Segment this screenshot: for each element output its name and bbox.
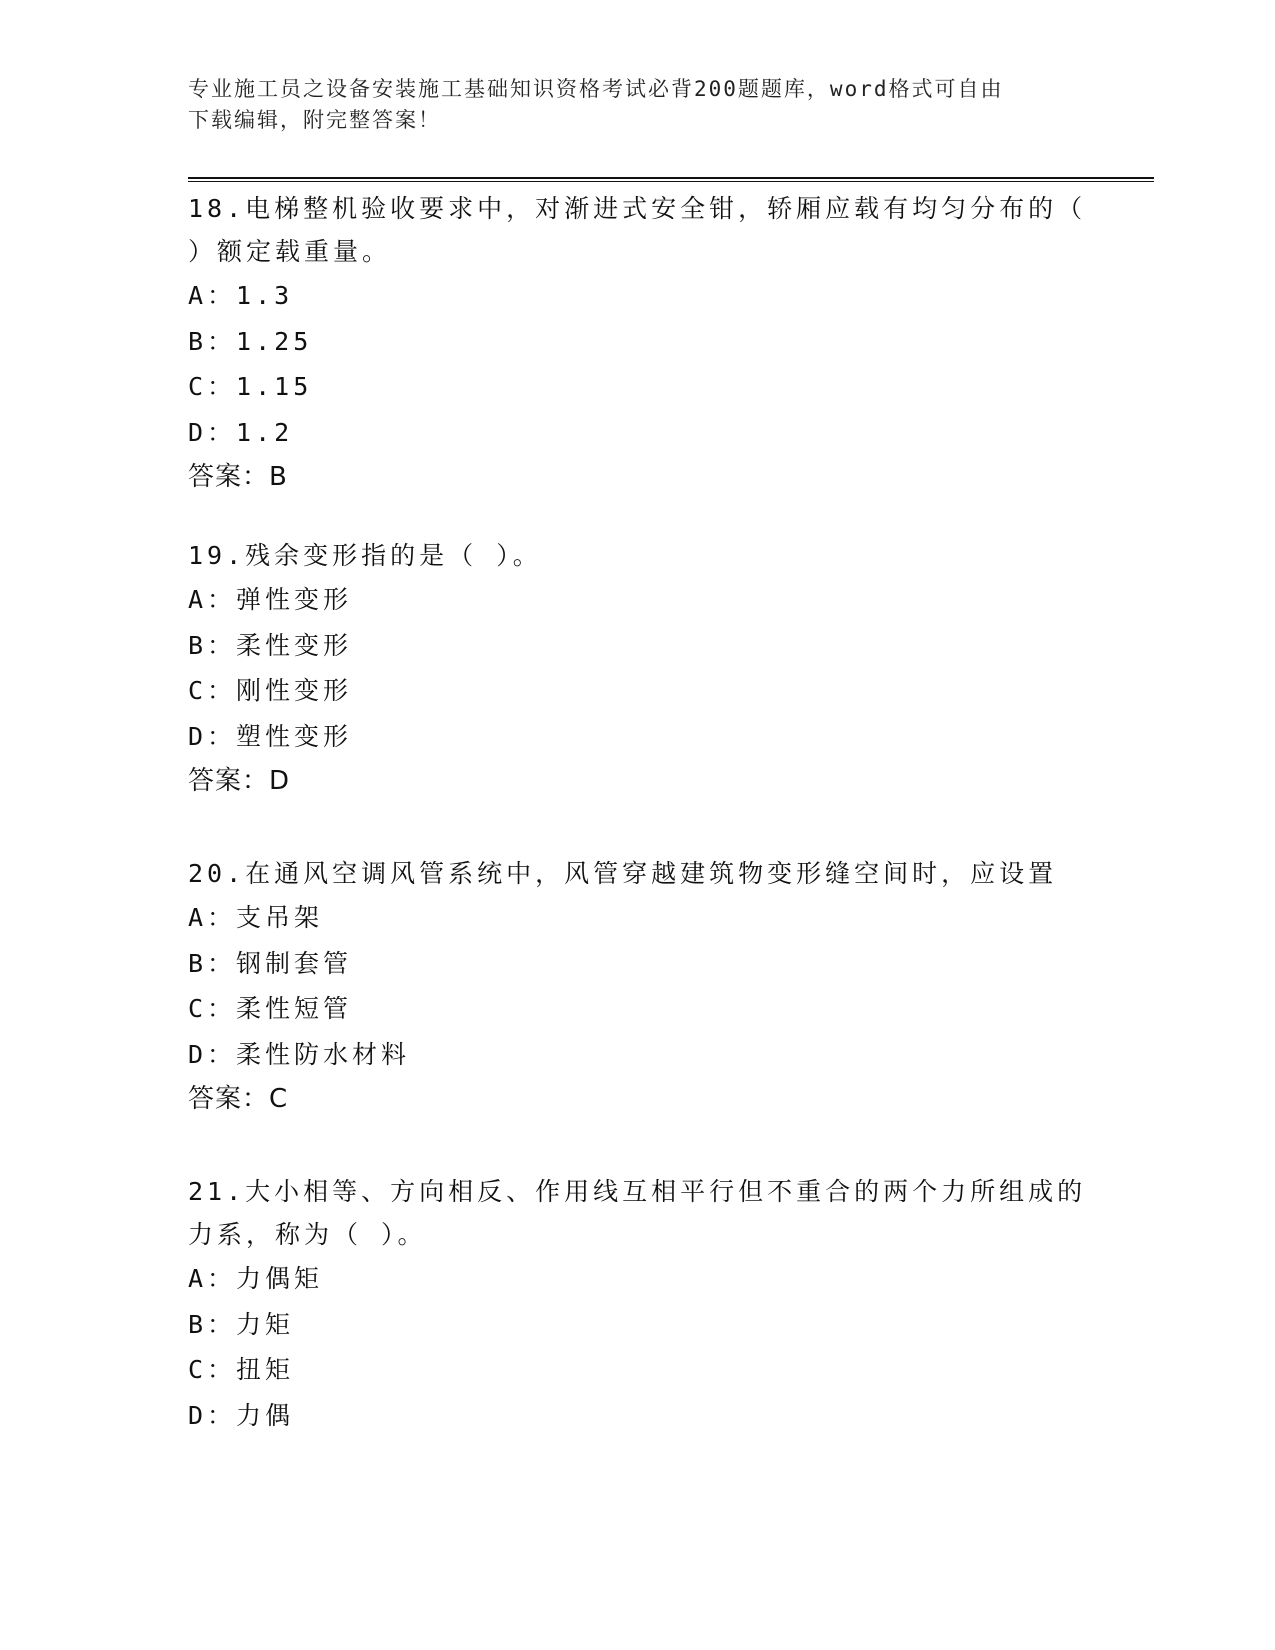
option-a: A：1.3 bbox=[188, 281, 294, 310]
question-20 bbox=[188, 852, 1088, 1122]
option-a: A：弹性变形 bbox=[188, 585, 353, 614]
question-stem-line: ）额定载重量。 bbox=[188, 237, 392, 266]
option-c: C：柔性短管 bbox=[188, 994, 353, 1024]
option-d: D：1.2 bbox=[188, 417, 294, 447]
option-c: C：1.15 bbox=[188, 372, 313, 402]
option-c: C：刚性变形 bbox=[188, 676, 353, 706]
question-stem-line: 21.大小相等、方向相反、作用线互相平行但不重合的两个力所组成的 bbox=[188, 1177, 1087, 1206]
question-19 bbox=[188, 534, 1088, 804]
header-line-1: 专业施工员之设备安装施工基础知识资格考试必背200题题库，word格式可自由 bbox=[188, 77, 1004, 101]
option-c: C：扭矩 bbox=[188, 1355, 295, 1385]
header-divider-thin bbox=[188, 181, 1154, 182]
question-stem-line: 19.残余变形指的是（ ）。 bbox=[188, 541, 542, 570]
option-d: D：力偶 bbox=[188, 1400, 295, 1430]
option-b: B：钢制套管 bbox=[188, 948, 353, 978]
option-a: A：力偶矩 bbox=[188, 1264, 324, 1293]
document-header bbox=[188, 74, 1068, 136]
option-d: D：塑性变形 bbox=[188, 721, 353, 751]
question-stem-line: 18.电梯整机验收要求中，对渐进式安全钳，轿厢应载有均匀分布的（ bbox=[188, 194, 1087, 223]
question-stem-line: 20.在通风空调风管系统中，风管穿越建筑物变形缝空间时，应设置 bbox=[188, 859, 1058, 888]
question-21 bbox=[188, 1170, 1088, 1438]
question-stem-line: 力系，称为（ ）。 bbox=[188, 1220, 427, 1249]
answer: 答案：C bbox=[188, 1084, 289, 1115]
question-18 bbox=[188, 187, 1088, 500]
option-b: B：柔性变形 bbox=[188, 630, 353, 660]
option-b: B：力矩 bbox=[188, 1309, 295, 1339]
option-a: A：支吊架 bbox=[188, 903, 324, 932]
answer: 答案：B bbox=[188, 462, 288, 493]
header-line-2: 下载编辑，附完整答案！ bbox=[188, 108, 441, 132]
option-d: D：柔性防水材料 bbox=[188, 1039, 411, 1069]
header-divider-thick bbox=[188, 177, 1154, 179]
answer: 答案：D bbox=[188, 766, 291, 797]
option-b: B：1.25 bbox=[188, 326, 313, 356]
